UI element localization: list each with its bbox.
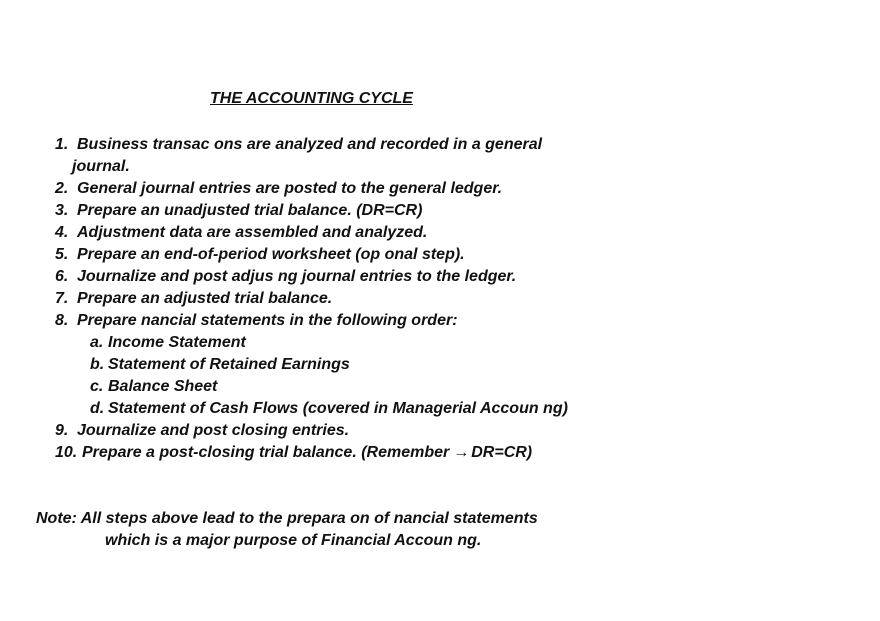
note-line-1: Note: All steps above lead to the prepara on of nancial statements — [36, 510, 538, 527]
step-text: General journal entries are posted to the general ledger. — [77, 180, 503, 197]
list-item-step-4 — [55, 223, 427, 243]
step-number: 10. — [55, 444, 78, 461]
substep-text: Statement of Retained Earnings — [108, 356, 350, 373]
step-text: Prepare a post-closing trial balance. (Remember — [82, 444, 450, 461]
sublist-item-d — [90, 399, 568, 419]
step-number: 3. — [55, 202, 69, 219]
step-number: 8. — [55, 312, 69, 329]
step-text: Journalize and post closing entries. — [77, 422, 350, 439]
arrow-right-icon: → — [453, 444, 470, 461]
step-number: 9. — [55, 422, 69, 439]
step-text: Adjustment data are assembled and analyzed. — [77, 224, 428, 241]
note-line-2: which is a major purpose of Financial Accoun ng. — [105, 532, 482, 549]
substep-letter: d. — [90, 400, 105, 417]
list-item-step-6 — [55, 267, 516, 287]
substep-letter: b. — [90, 356, 105, 373]
step-text: Prepare nancial statements in the following order: — [77, 312, 458, 329]
substep-text: Income Statement — [108, 334, 246, 351]
list-item-step-8 — [55, 311, 458, 331]
step-number: 1. — [55, 136, 69, 153]
list-item-step-5 — [55, 245, 465, 265]
substep-letter: c. — [90, 378, 104, 395]
step-number: 2. — [55, 180, 69, 197]
page-title: THE ACCOUNTING CYCLE — [210, 90, 413, 107]
list-item-step-9 — [55, 421, 349, 441]
step-text: Journalize and post adjus ng journal entries to the ledger. — [77, 268, 517, 285]
list-item-step-3 — [55, 201, 422, 221]
sublist-item-c — [90, 377, 217, 397]
step-number: 7. — [55, 290, 69, 307]
list-item-step-1-continuation — [72, 157, 130, 177]
step-text-continuation: journal. — [72, 158, 130, 175]
step-text-tail: DR=CR) — [471, 444, 533, 461]
list-item-step-10 — [55, 443, 532, 463]
sublist-item-b — [90, 355, 350, 375]
step-number: 5. — [55, 246, 69, 263]
sublist-item-a — [90, 333, 246, 353]
step-text: Prepare an unadjusted trial balance. (DR=CR) — [77, 202, 423, 219]
step-number: 6. — [55, 268, 69, 285]
substep-text: Statement of Cash Flows (covered in Managerial Accoun ng) — [108, 400, 568, 417]
substep-letter: a. — [90, 334, 104, 351]
step-number: 4. — [55, 224, 69, 241]
step-text: Prepare an adjusted trial balance. — [77, 290, 333, 307]
list-item-step-2 — [55, 179, 502, 199]
step-text: Business transac ons are analyzed and recorded in a general — [77, 136, 543, 153]
step-text: Prepare an end-of-period worksheet (op onal step). — [77, 246, 465, 263]
substep-text: Balance Sheet — [108, 378, 218, 395]
list-item-step-1 — [55, 135, 542, 155]
list-item-step-7 — [55, 289, 332, 309]
